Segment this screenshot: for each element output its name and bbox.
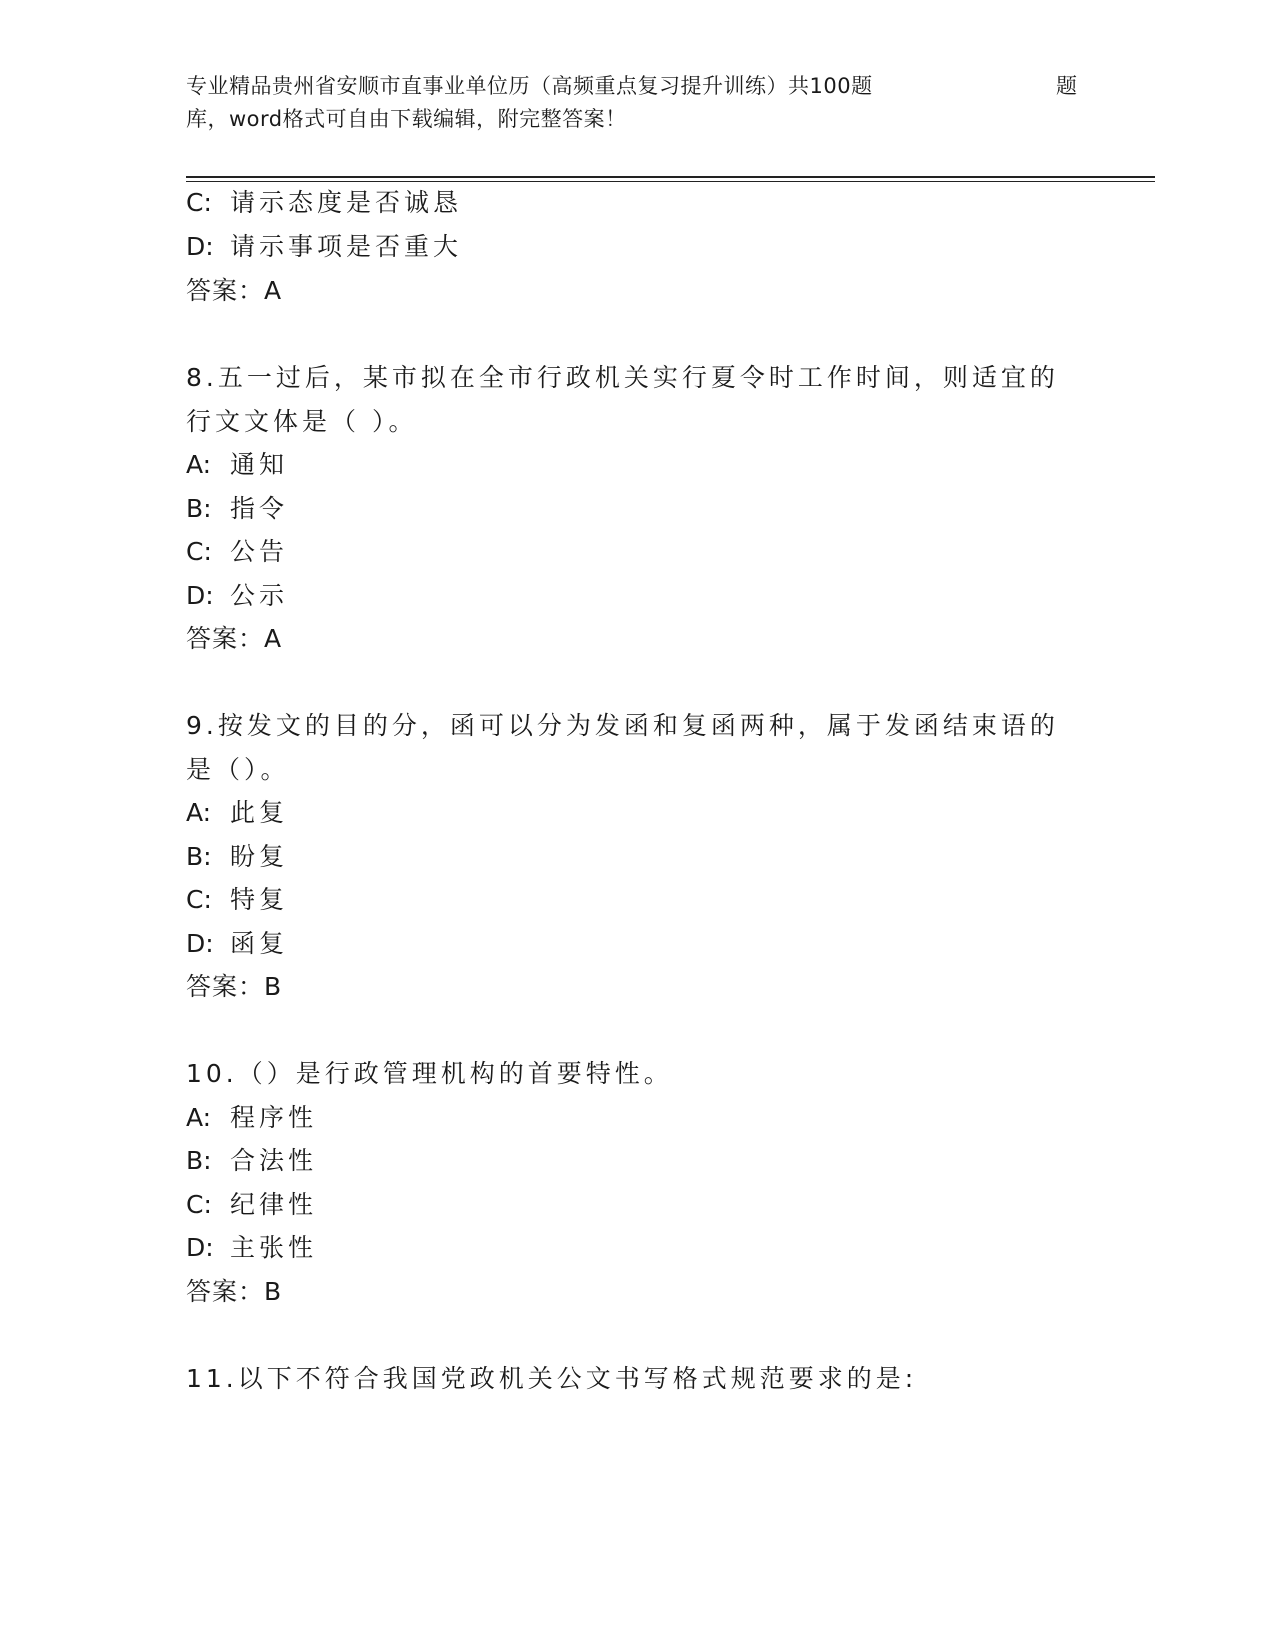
option-a: A: 通知 [186,450,289,479]
header-divider-thin [186,181,1155,182]
option-c: C: 请示态度是否诚恳 [186,188,463,217]
header-divider-thick [186,176,1155,178]
option-b: B: 合法性 [186,1146,318,1175]
option-d: D: 公示 [186,581,289,610]
option-a: A: 此复 [186,798,289,827]
option-d: D: 函复 [186,929,289,958]
answer: 答案：A [186,624,283,653]
question-stem-continued: 是（）。 [186,755,290,784]
answer: 答案：B [186,972,283,1001]
question-stem: 10.（）是行政管理机构的首要特性。 [186,1059,673,1088]
option-c: C: 公告 [186,537,289,566]
option-b: B: 盼复 [186,842,289,871]
header-line-1 [186,70,1086,103]
answer: 答案：B [186,1277,283,1306]
option-d: D: 请示事项是否重大 [186,232,463,261]
document-header [186,70,1086,136]
question-stem: 11.以下不符合我国党政机关公文书写格式规范要求的是: [186,1364,918,1393]
option-d: D: 主张性 [186,1233,318,1262]
option-c: C: 纪律性 [186,1190,318,1219]
header-title-tail: 题 [1056,74,1078,98]
header-line-2: 库，word格式可自由下载编辑，附完整答案！ [186,107,627,131]
question-stem-continued: 行文文体是（ ）。 [186,407,418,436]
answer: 答案：A [186,276,283,305]
header-title: 专业精品贵州省安顺市直事业单位历（高频重点复习提升训练）共100题 [186,74,873,98]
option-c: C: 特复 [186,885,289,914]
question-stem: 8.五一过后，某市拟在全市行政机关实行夏令时工作时间，则适宜的 [186,363,1059,392]
option-b: B: 指令 [186,494,289,523]
question-stem: 9.按发文的目的分，函可以分为发函和复函两种，属于发函结束语的 [186,711,1059,740]
option-a: A: 程序性 [186,1103,318,1132]
